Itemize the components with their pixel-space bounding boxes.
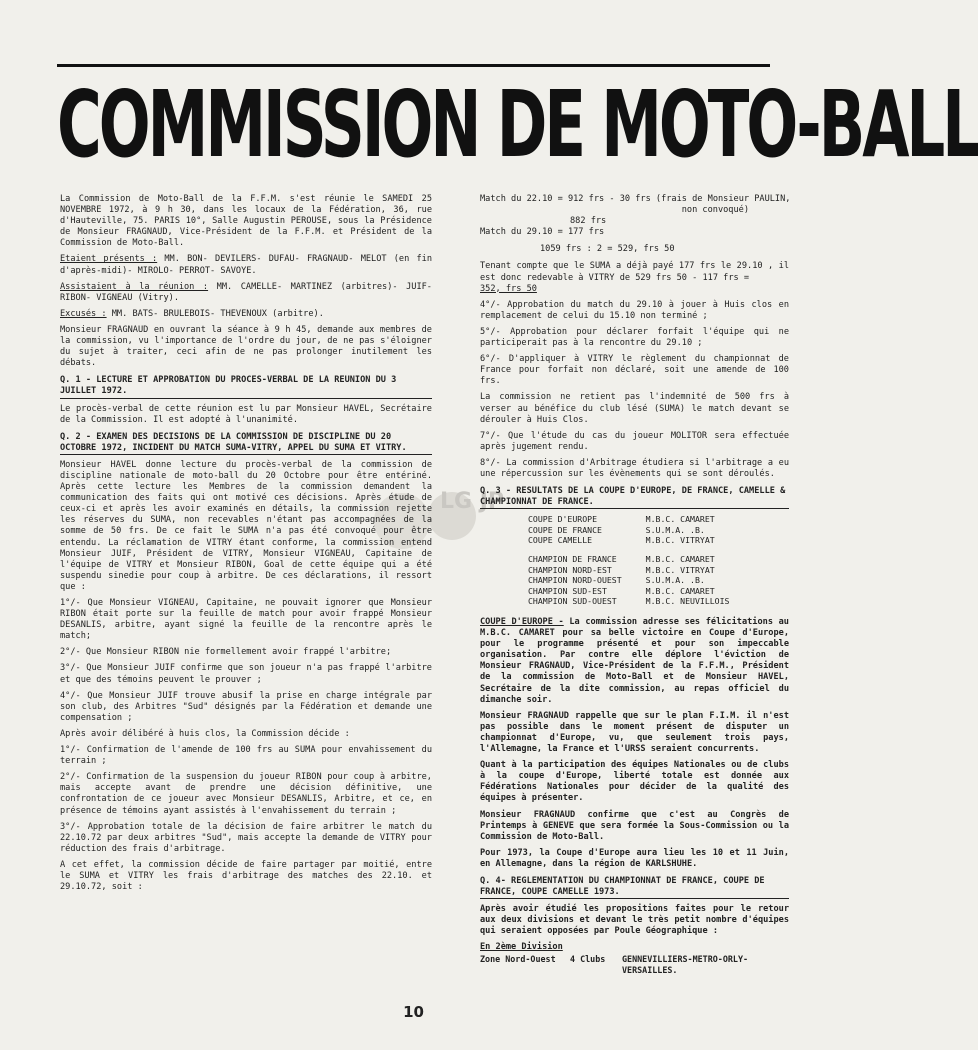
watermark-text: LG JP — [440, 489, 505, 514]
result-competition: CHAMPION DE FRANCE — [528, 554, 617, 565]
intro-paragraph: La Commission de Moto-Ball de la F.F.M. s'est réunie le SAMEDI 25 NOVEMBRE 1972, à 9 h 30, dans les locaux de la Fédération, 36, rue d'Hauteville, 75. PARIS 10°, Salle Augustin PEROUSE, sous la Présidence de Monsieur FRAGNAUD, Vice-Président de la F.F.M. et Président de la Commission de Moto-Ball. — [60, 194, 432, 249]
excuses-paragraph — [60, 309, 432, 320]
presents-text: MM. BON- DEVILERS- DUFAU- FRAGNAUD- MELOT (en fin d'après-midi)- MIROLO- PERROT- SAVOYE. — [60, 254, 432, 276]
division-label: En 2ème Division — [480, 942, 563, 953]
result-club: S.U.M.A. .B. — [645, 575, 705, 586]
sharing-paragraph: A cet effet, la commission décide de faire partager par moitié, entre le SUMA et VITRY les frais d'arbitrage des matches des 22.10. et 29.10.72, soit : — [60, 859, 432, 893]
decision-8: 8°/- La commission d'Arbitrage étudiera si l'arbitrage a eu une répercussion sur les évènements qui se sont déroulés. — [480, 457, 789, 479]
table-row — [528, 546, 753, 565]
decision-1: 1°/- Confirmation de l'amende de 100 frs au SUMA pour envahissement du terrain ; — [60, 745, 432, 767]
results-table — [528, 514, 753, 607]
q4-heading: Q. 4- REGLEMENTATION DU CHAMPIONNAT DE FRANCE, COUPE DE FRANCE, COUPE CAMELLE 1973. — [480, 876, 789, 899]
geneve-paragraph: Monsieur FRAGNAUD confirme que c'est au Congrès de Printemps à GENEVE que sera formée la Sous-Commission ou la Commission de Moto-Ball. — [480, 809, 789, 842]
calc-paragraph: Tenant compte que le SUMA a déjà payé 177 frs le 29.10 , il est donc redevable à VITRY de 529 frs 50 - 117 frs = — [480, 261, 789, 283]
result-competition: CHAMPION SUD-OUEST — [528, 596, 617, 607]
top-rule — [57, 64, 770, 67]
page-number: 10 — [403, 1003, 424, 1021]
assist-label: Assistaient à la réunion : — [60, 281, 209, 292]
point-2: 2°/- Que Monsieur RIBON nie formellement avoir frappé l'arbitre; — [60, 647, 392, 658]
assist-text: MM. CAMELLE- MARTINEZ (arbitres)- JUIF- RIBON- VIGNEAU (Vitry). — [60, 281, 432, 303]
result-club: M.B.C. CAMARET — [645, 514, 715, 525]
table-row — [528, 575, 753, 586]
decision-7: 7°/- Que l'étude du cas du joueur MOLITOR sera effectuée après jugement rendu. — [480, 430, 789, 452]
decision-5: 5°/- Approbation pour déclarer forfait l'équipe qui ne participerait pas à la rencontre du 29.10 ; — [480, 326, 789, 349]
zone-club-count: 4 Clubs — [570, 953, 606, 964]
right-column — [480, 194, 789, 976]
excuses-label: Excusés : — [60, 308, 107, 319]
page-title: COMMISSION DE MOTO-BALL — [57, 72, 978, 179]
calc-result: 352, frs 50 — [480, 283, 537, 294]
q2-heading: Q. 2 - EXAMEN DES DECISIONS DE LA COMMISSION DE DISCIPLINE DU 20 OCTOBRE 1972, INCIDENT DU MATCH SUMA-VITRY, APPEL DU SUMA ET VITRY. — [60, 432, 432, 455]
result-competition: COUPE D'EUROPE — [528, 514, 598, 525]
assist-paragraph — [60, 282, 432, 304]
result-club: S.U.M.A. .B. — [645, 524, 705, 535]
decision-2: 2°/- Confirmation de la suspension du joueur RIBON pour coup à arbitre, mais accepte avant de prendre une décision définitive, une confrontation de ce joueur avec Monsieur DESANLIS, Arbitre, et ce, en présence de témoins ayant assistés à l'envahissement du terrain ; — [60, 772, 432, 816]
result-club: M.B.C. CAMARET — [645, 554, 715, 565]
deliberation-paragraph: Après avoir délibéré à huis clos, la Commission décide : — [60, 728, 350, 739]
indemnity-paragraph: La commission ne retient pas l'indemnité de 500 frs à verser au bénéfice du club lésé (SUMA) le match devant se dérouler à Huis Clos. — [480, 392, 789, 425]
calc-line-1: Match du 22.10 = 912 frs - 30 frs (frais de Monsieur PAULIN, — [480, 194, 791, 204]
q2-paragraph: Monsieur HAVEL donne lecture du procès-verbal de la commission de discipline nationale de moto-ball du 20 Octobre pour être entériné. Après cette lecture les Membres de la commission demandent la communication des faits qui ont motivé ces décisions. Après étude de ceux-ci et après les avoir examinés en détails, la commission rejette les réserves du SUMA, non recevables n'étant pas accompagnées de la somme de 50 frs. De ce fait le SUMA n'a pas été convoqué pour être entendu. La réclamation de VITRY étant conforme, la commission entend Monsieur JUIF, Président de VITRY, Monsieur VIGNEAU, Capitaine de l'équipe de VITRY et Monsieur RIBON, Goal de cette équipe qui a été suspendu sinedie pour coup à arbitre. De ces déclarations, il ressort que : — [60, 459, 432, 592]
point-3: 3°/- Que Monsieur JUIF confirme que son joueur n'a pas frappé l'arbitre et que des témoins peuvent le prouver ; — [60, 663, 432, 685]
left-column — [60, 194, 432, 898]
result-competition: CHAMPION NORD-EST — [528, 564, 612, 575]
calc-line-1b: non convoqué) — [681, 205, 749, 216]
zone-name: Zone Nord-Ouest — [480, 953, 556, 964]
q4-paragraph: Après avoir étudié les propositions faites pour le retour aux deux divisions et devant le très petit nombre d'équipes qui seraient opposées par Poule Géographique : — [480, 904, 789, 937]
year-1973-paragraph: Pour 1973, la Coupe d'Europe aura lieu les 10 et 11 Juin, en Allemagne, dans la région de KARLSHUHE. — [480, 847, 789, 869]
presents-label: Etaient présents : — [60, 254, 158, 265]
point-1: 1°/- Que Monsieur VIGNEAU, Capitaine, ne pouvait ignorer que Monsieur RIBON était porte sur la feuille de match pour avoir frappé Monsieur DESANLIS, arbitre, ayant signé la feuille de la rencontre après le match; — [60, 598, 432, 642]
bold-section — [480, 617, 789, 954]
table-row — [528, 525, 753, 536]
calc-line-2: 882 frs — [570, 216, 607, 227]
table-row — [528, 535, 753, 546]
q1-paragraph: Le procès-verbal de cette réunion est lu par Monsieur HAVEL, Secrétaire de la Commission. Il est adopté à l'unanimité. — [60, 403, 432, 425]
q1-heading: Q. 1 - LECTURE ET APPROBATION DU PROCES-VERBAL DE LA REUNION DU 3 JUILLET 1972. — [60, 375, 432, 398]
excuses-text: MM. BATS- BRULEBOIS- THEVENOUX (arbitre). — [106, 308, 324, 319]
result-competition: COUPE CAMELLE — [528, 535, 593, 546]
ce-label: COUPE D'EUROPE - — [480, 617, 564, 627]
fim-paragraph: Monsieur FRAGNAUD rappelle que sur le plan F.I.M. il n'est pas possible dans le moment présent de disputer un championnat d'Europe, vu, que seulement trois pays, l'Allemagne, la France et l'URSS seraient concurrents. — [480, 710, 789, 755]
decision-4: 4°/- Approbation du match du 29.10 à jouer à Huis clos en remplacement de celui du 15.10 non terminé ; — [480, 299, 789, 321]
table-row — [528, 514, 753, 525]
result-club: M.B.C. VITRYAT — [645, 564, 715, 575]
zone-club-list: GENNEVILLIERS-METRO-ORLY-VERSAILLES. — [622, 953, 749, 975]
result-club: M.B.C. CAMARET — [645, 585, 715, 596]
decision-6: 6°/- D'appliquer à VITRY le règlement du championnat de France pour forfait non déclaré, soit une amende de 100 frs. — [480, 354, 789, 387]
result-club: M.B.C. NEUVILLOIS — [645, 596, 730, 607]
calc-line-3: Match du 29.10 = 177 frs — [480, 227, 605, 238]
decision-3: 3°/- Approbation totale de la décision de faire arbitrer le match du 22.10.72 par deux arbitres "Sud", mais accepte la demande de VITRY pour réduction des frais d'arbitrage. — [60, 821, 432, 854]
q3-heading: Q. 3 - RESULTATS DE LA COUPE D'EUROPE, DE FRANCE, CAMELLE & CHAMPIONNAT DE FRANCE. — [480, 486, 789, 509]
opening-paragraph: Monsieur FRAGNAUD en ouvrant la séance à 9 h 45, demande aux membres de la commission, vu l'importance de l'ordre du jour, de ne pas s'éloigner du sujet à traiter, ceci afin de ne pas prolonger inutilement les débats. — [60, 324, 432, 369]
result-club: M.B.C. VITRYAT — [645, 535, 715, 546]
point-4: 4°/- Que Monsieur JUIF trouve abusif la prise en charge intégrale par son club, des Arbitres "Sud" désignés par la Fédération et demande une compensation ; — [60, 690, 432, 723]
zone-row — [480, 954, 789, 976]
table-row — [528, 596, 753, 607]
participation-paragraph: Quant à la participation des équipes Nationales ou de clubs à la coupe d'Europe, liberté totale est donnée aux Fédérations Nationales pour décider de la qualité des équipes à présenter. — [480, 760, 789, 804]
result-competition: CHAMPION NORD-OUEST — [528, 575, 622, 586]
table-row — [528, 565, 753, 576]
table-row — [528, 586, 753, 597]
result-competition: COUPE DE FRANCE — [528, 524, 602, 535]
presents-paragraph — [60, 254, 432, 276]
ce-text: La commission adresse ses félicitations au M.B.C. CAMARET pour sa belle victoire en Coupe d'Europe, pour le programme présenté et pour son impeccable organisation. Par contre elle déplore l'éviction de Monsieur FRAGNAUD, Vice-Président de la F.F.M., Président de la commission de Moto-Ball et de Monsieur HAVEL, Secrétaire de la dite commission, au repas officiel du dimanche soir. — [480, 617, 789, 705]
calc-line-4: 1059 frs : 2 = 529, frs 50 — [540, 244, 675, 255]
result-competition: CHAMPION SUD-EST — [528, 585, 607, 596]
ce-paragraph — [480, 617, 789, 706]
